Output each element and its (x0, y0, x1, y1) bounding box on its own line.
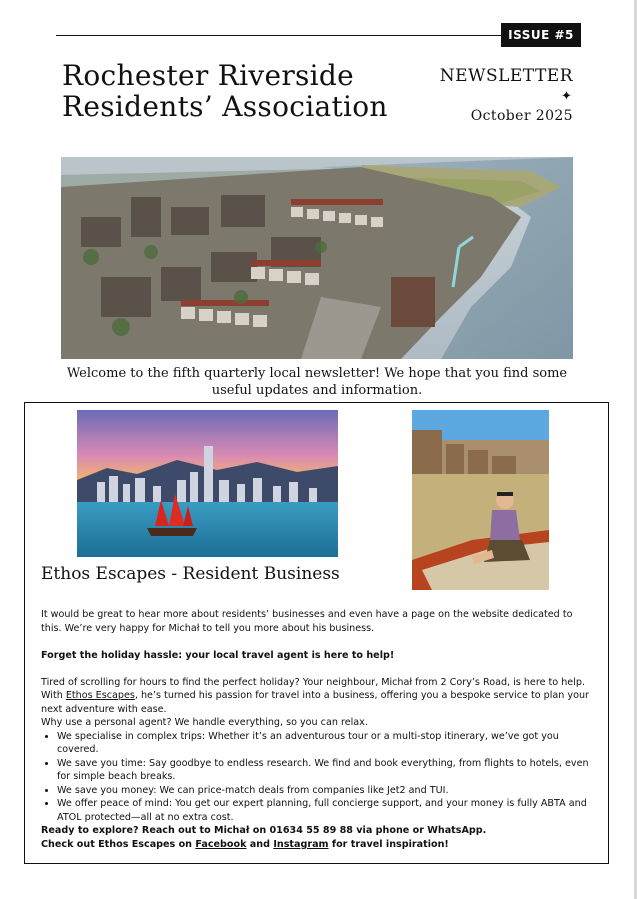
feature-headline: Forget the holiday hassle: your local travel agent is here to help! (41, 649, 395, 661)
riverside-aerial-photo (61, 157, 573, 359)
list-item: • We specialise in complex trips: Whether it’s an adventurous tour or a multi-stop itinerary, we’ve got you covered. (57, 730, 596, 757)
social-text-a: Check out Ethos Escapes on (41, 838, 196, 850)
feature-body (41, 608, 596, 851)
hong-kong-harbour-photo (77, 410, 338, 557)
benefits-list (41, 730, 596, 825)
issue-badge: ISSUE #5 (501, 23, 581, 47)
contact-cta: Ready to explore? Reach out to Michał on 01634 55 89 88 via phone or WhatsApp. (41, 825, 487, 836)
story-text-b: , he’s turned his passion for travel into a business, offering you a bespoke service to plan your next adventure with ease. (41, 690, 589, 715)
list-item: • We offer peace of mind: You get our expert planning, full concierge support, and your money is fully ABTA and ATOL protected—all at no extra cost. (57, 797, 596, 824)
facebook-link[interactable]: Facebook (195, 838, 247, 850)
feature-title: Ethos Escapes - Resident Business (41, 564, 340, 584)
intro-text: Welcome to the fifth quarterly local newsletter! We hope that you find some useful updates and information. (66, 366, 568, 398)
newsletter-label: NEWSLETTER (439, 66, 573, 86)
why-text: Why use a personal agent? We handle everything, so you can relax. (41, 717, 368, 728)
social-text-b: for travel inspiration! (328, 838, 449, 850)
story-text-a: Tired of scrolling for hours to find the perfect holiday? Your neighbour, Michał from 2 Cory’s Road, is here to help. With (41, 676, 585, 701)
list-item: • We save you money: We can price-match deals from companies like Jet2 and TUI. (57, 784, 596, 798)
owner-on-boat-photo (412, 410, 549, 590)
ethos-escapes-link[interactable]: Ethos Escapes (65, 690, 135, 701)
top-rule (56, 35, 501, 36)
title-line-2: Residents’ Association (62, 90, 388, 123)
issue-date: October 2025 (470, 108, 573, 124)
story-paragraph (41, 676, 596, 717)
newsletter-title (62, 60, 388, 122)
list-item: • We save you time: Say goodbye to endless research. We find and book everything, from flights to hotels, even for simple beach breaks. (57, 757, 596, 784)
intro-paragraph: It would be great to hear more about residents’ businesses and even have a page on the website dedicated to this. We’re very happy for Michał to tell you more about his business. (41, 609, 573, 634)
sparkle-icon: ✦ (561, 89, 572, 104)
social-and: and (246, 838, 274, 850)
social-cta (41, 838, 596, 852)
instagram-link[interactable]: Instagram (273, 838, 329, 850)
title-line-1: Rochester Riverside (62, 59, 355, 92)
